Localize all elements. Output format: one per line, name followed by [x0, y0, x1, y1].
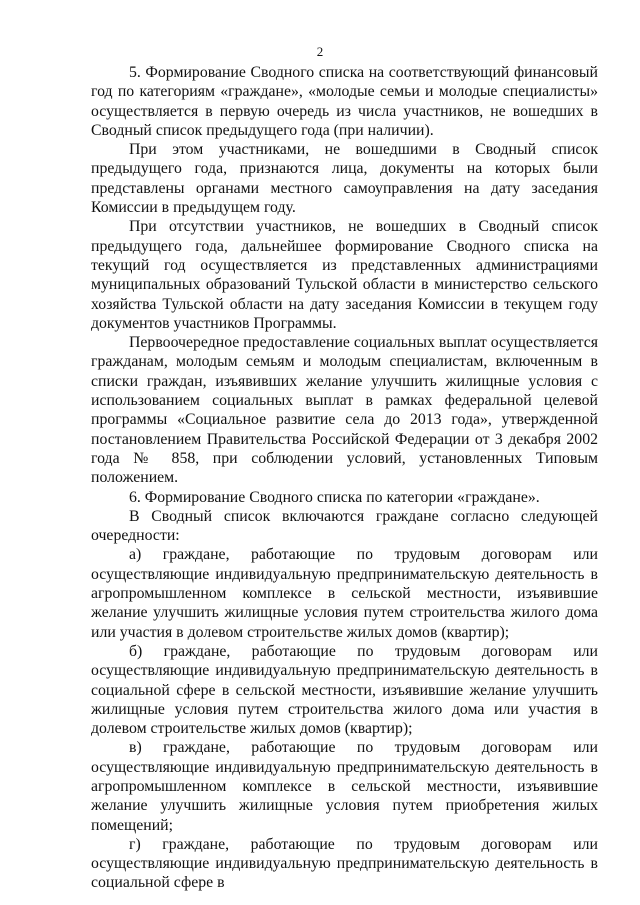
paragraph-order-intro: В Сводный список включаются граждане согласно следующей очередности: [91, 507, 598, 545]
list-item-g: г) граждане, работающие по трудовым договорам или осуществляющие индивидуальную предпринимательскую деятельность в социальной сфере в [91, 835, 598, 892]
paragraph-6-heading: 6. Формирование Сводного списка по категории «граждане». [129, 488, 540, 506]
page-number: 2 [316, 44, 324, 59]
paragraph-priority-payments: Первоочередное предоставление социальных выплат осуществляется гражданам, молодым семьям и молодым специалистам, включенным в списки граждан, изъявивших желание улучшить жилищные условия с использованием социальных выплат в рамках федеральной целевой программы «Социальное развитие села до 2013 года», утвержденной постановлением Правительства Российской Федерации от 3 декабря 2002 года № 858, при соблюдении условий, установленных Типовым положением. [91, 334, 598, 487]
document-body [91, 63, 598, 893]
paragraph-previous-year-participants: При этом участниками, не вошедшими в Сводный список предыдущего года, признаются лица, документы на которых были представлены органами местного самоуправления на дату заседания Комиссии в предыдущем году. [91, 141, 598, 217]
list-item-a: а) граждане, работающие по трудовым договорам или осуществляющие индивидуальную предпринимательскую деятельность в агропромышленном комплексе в сельской местности, изъявившие желание улучшить жилищные условия путем строительства жилого дома или участия в долевом строительстве жилых домов (квартир); [91, 546, 598, 641]
list-item-b: б) граждане, работающие по трудовым договорам или осуществляющие индивидуальную предпринимательскую деятельность в социальной сфере в сельской местности, изъявившие желание улучшить жилищные условия путем строительства жилого дома или участия в долевом строительстве жилых домов (квартир); [91, 642, 598, 738]
paragraph-no-participants: При отсутствии участников, не вошедших в Сводный список предыдущего года, дальнейшее формирование Сводного списка на текущий год осуществляется из представленных администрациями муниципальных образований Тульской области в министерство сельского хозяйства Тульской области на дату заседания Комиссии в текущем году документов участников Программы. [91, 218, 598, 332]
list-item-v: в) граждане, работающие по трудовым договорам или осуществляющие индивидуальную предпринимательскую деятельность в агропромышленном комплексе в сельской местности, изъявившие желание улучшить жилищные условия путем приобретения жилых помещений; [91, 739, 598, 834]
paragraph-5-intro: 5. Формирование Сводного списка на соответствующий финансовый год по категориям «граждане», «молодые семьи и молодые специалисты» осуществляется в первую очередь из числа участников, не вошедших в Сводный список предыдущего года (при наличии). [91, 64, 598, 139]
